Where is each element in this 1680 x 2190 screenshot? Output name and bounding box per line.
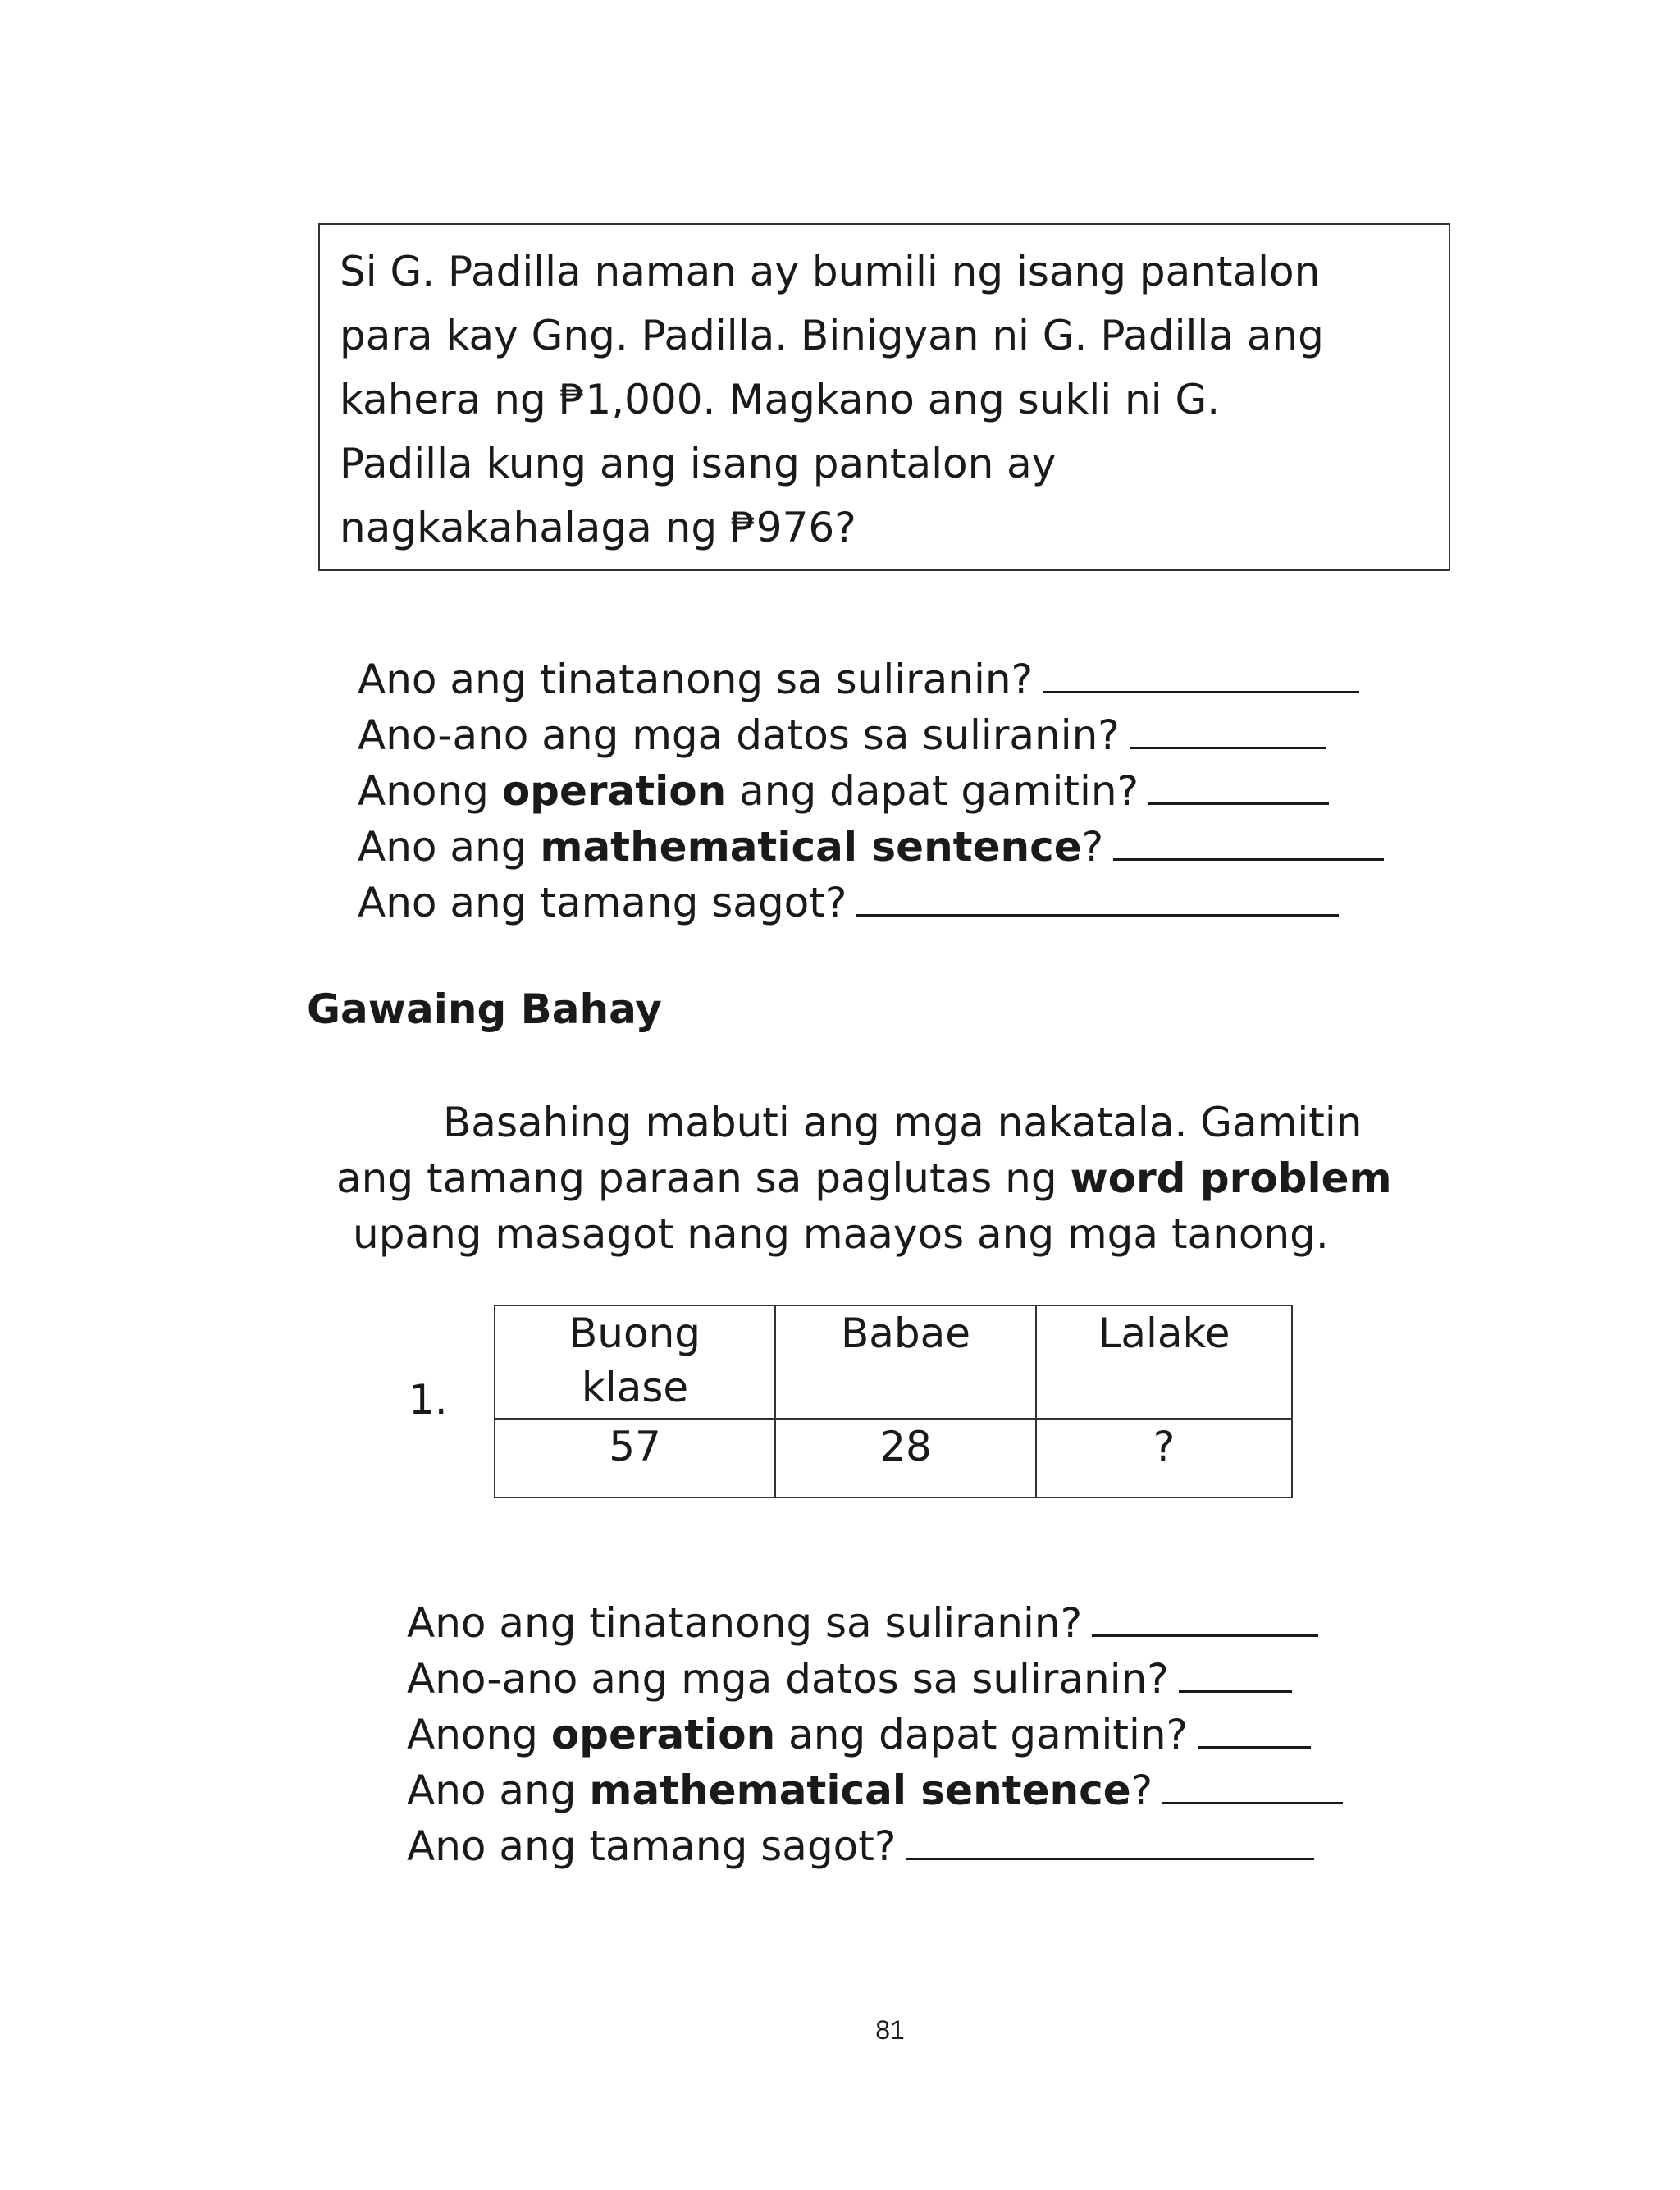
answer-blank[interactable] [1198, 1710, 1311, 1749]
question-line: Anong operation ang dapat gamitin? [358, 763, 1384, 819]
question-line: Ano ang tinatanong sa suliranin? [358, 652, 1384, 707]
problem-box [318, 223, 1450, 571]
table-header-cell: Babae [775, 1305, 1036, 1419]
table-cell: 57 [495, 1419, 775, 1497]
answer-blank[interactable] [1092, 1598, 1318, 1637]
instructions-line: Basahing mabuti ang mga nakatala. Gamitin [443, 1099, 1363, 1146]
item-number: 1. [409, 1376, 448, 1424]
answer-blank[interactable] [1179, 1654, 1292, 1693]
table-cell: 28 [775, 1419, 1036, 1497]
question-line: Ano ang mathematical sentence? [358, 819, 1384, 875]
question-line: Ano ang tamang sagot? [407, 1818, 1343, 1874]
instructions-line: ang tamang paraan sa paglutas ng word problem [336, 1154, 1392, 1202]
answer-blank[interactable] [1113, 822, 1384, 861]
table-header-cell: Buong klase [495, 1305, 775, 1419]
problem-line: kahera ng ₱1,000. Magkano ang sukli ni G. [340, 376, 1221, 423]
question-line: Ano ang mathematical sentence? [407, 1763, 1343, 1818]
answer-blank[interactable] [906, 1822, 1314, 1860]
question-line: Ano ang tinatanong sa suliranin? [407, 1595, 1343, 1651]
problem-line: nagkakahalaga ng ₱976? [340, 504, 856, 551]
answer-blank[interactable] [1043, 655, 1359, 693]
question-line: Ano-ano ang mga datos sa suliranin? [407, 1651, 1343, 1707]
problem-line: Padilla kung ang isang pantalon ay [340, 440, 1057, 487]
question-list-1 [358, 652, 1384, 930]
data-table [494, 1305, 1293, 1498]
page-number: 81 [875, 2015, 905, 2045]
question-line: Ano-ano ang mga datos sa suliranin? [358, 707, 1384, 763]
table-cell: ? [1036, 1419, 1292, 1497]
question-list-2 [407, 1595, 1343, 1874]
answer-blank[interactable] [1148, 766, 1329, 805]
instructions [312, 1095, 1477, 1262]
table-header-row [495, 1305, 1292, 1419]
instructions-line: upang masagot nang maayos ang mga tanong. [353, 1210, 1329, 1258]
problem-line: para kay Gng. Padilla. Binigyan ni G. Padilla ang [340, 312, 1324, 359]
table-header-cell: Lalake [1036, 1305, 1292, 1419]
question-line: Ano ang tamang sagot? [358, 875, 1384, 930]
answer-blank[interactable] [1130, 711, 1326, 749]
section-heading: Gawaing Bahay [307, 985, 662, 1033]
problem-line: Si G. Padilla naman ay bumili ng isang pantalon [340, 248, 1321, 295]
answer-blank[interactable] [856, 878, 1339, 917]
table-row [495, 1419, 1292, 1497]
answer-blank[interactable] [1162, 1766, 1343, 1804]
question-line: Anong operation ang dapat gamitin? [407, 1707, 1343, 1763]
